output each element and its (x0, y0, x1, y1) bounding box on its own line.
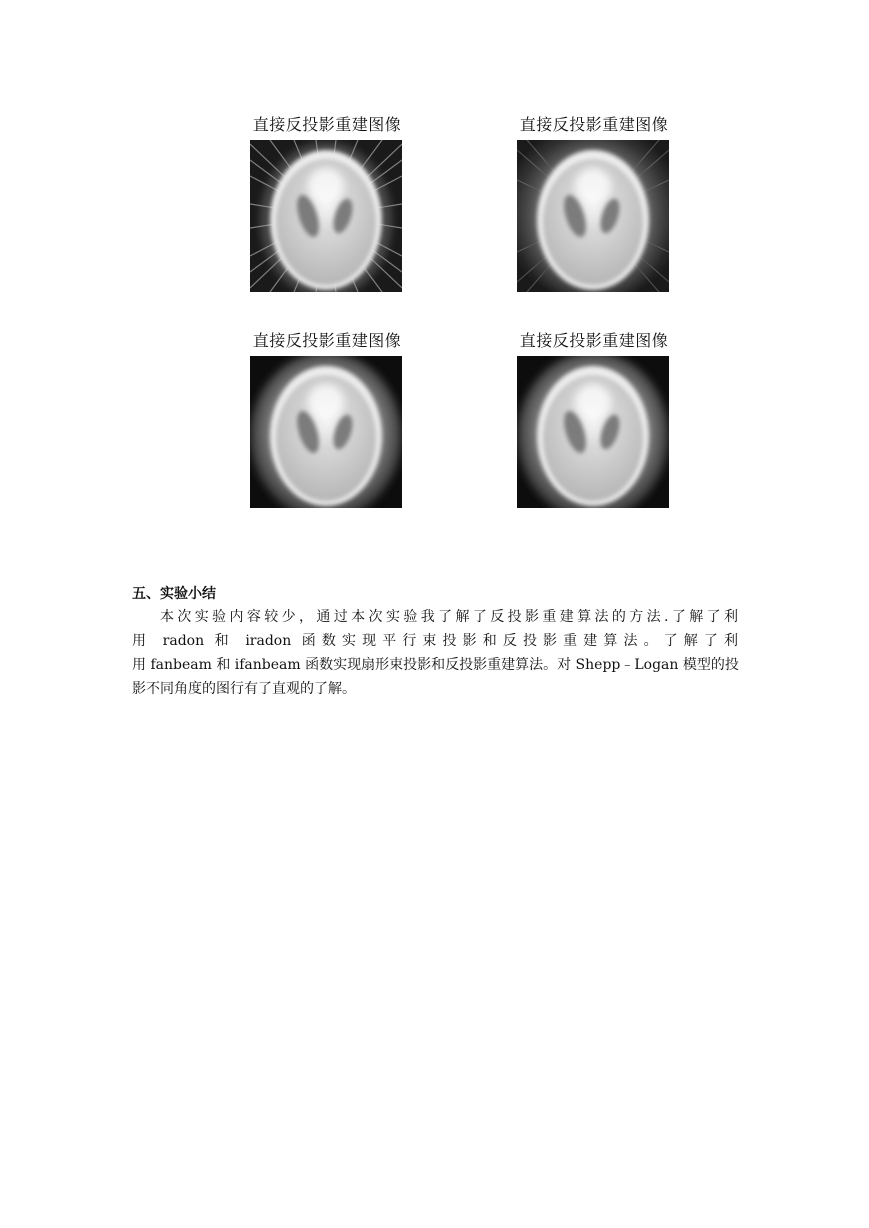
figure-panel-3 (247, 330, 407, 352)
figure-title: 直接反投影重建图像 (519, 115, 669, 134)
phantom-reconstruction-image (517, 140, 669, 292)
figure-panel-1 (247, 114, 407, 136)
phantom-reconstruction-image (250, 356, 402, 508)
paragraph-line: 影不同角度的图行有了直观的了解。 (132, 681, 356, 697)
figure-title: 直接反投影重建图像 (519, 331, 669, 350)
paragraph-line: 用 fanbeam 和 ifanbeam 函数实现扇形束投影和反投影重建算法。对 Shepp﹣Logan 模型的投 (132, 657, 739, 673)
figure-grid (0, 0, 869, 540)
figure-title: 直接反投影重建图像 (252, 331, 402, 350)
experiment-summary-section (132, 583, 738, 701)
phantom-reconstruction-image (517, 356, 669, 508)
phantom-reconstruction-image (250, 140, 402, 292)
paragraph-line: 用 radon 和 iradon 函数实现平行束投影和反投影重建算法。了解了利 (132, 633, 738, 649)
paragraph-line: 本次实验内容较少，通过本次实验我了解了反投影重建算法的方法.了解了利 (160, 609, 738, 625)
section-heading: 五、实验小结 (132, 586, 216, 602)
figure-panel-2 (514, 114, 674, 136)
figure-title: 直接反投影重建图像 (252, 115, 402, 134)
figure-panel-4 (514, 330, 674, 352)
